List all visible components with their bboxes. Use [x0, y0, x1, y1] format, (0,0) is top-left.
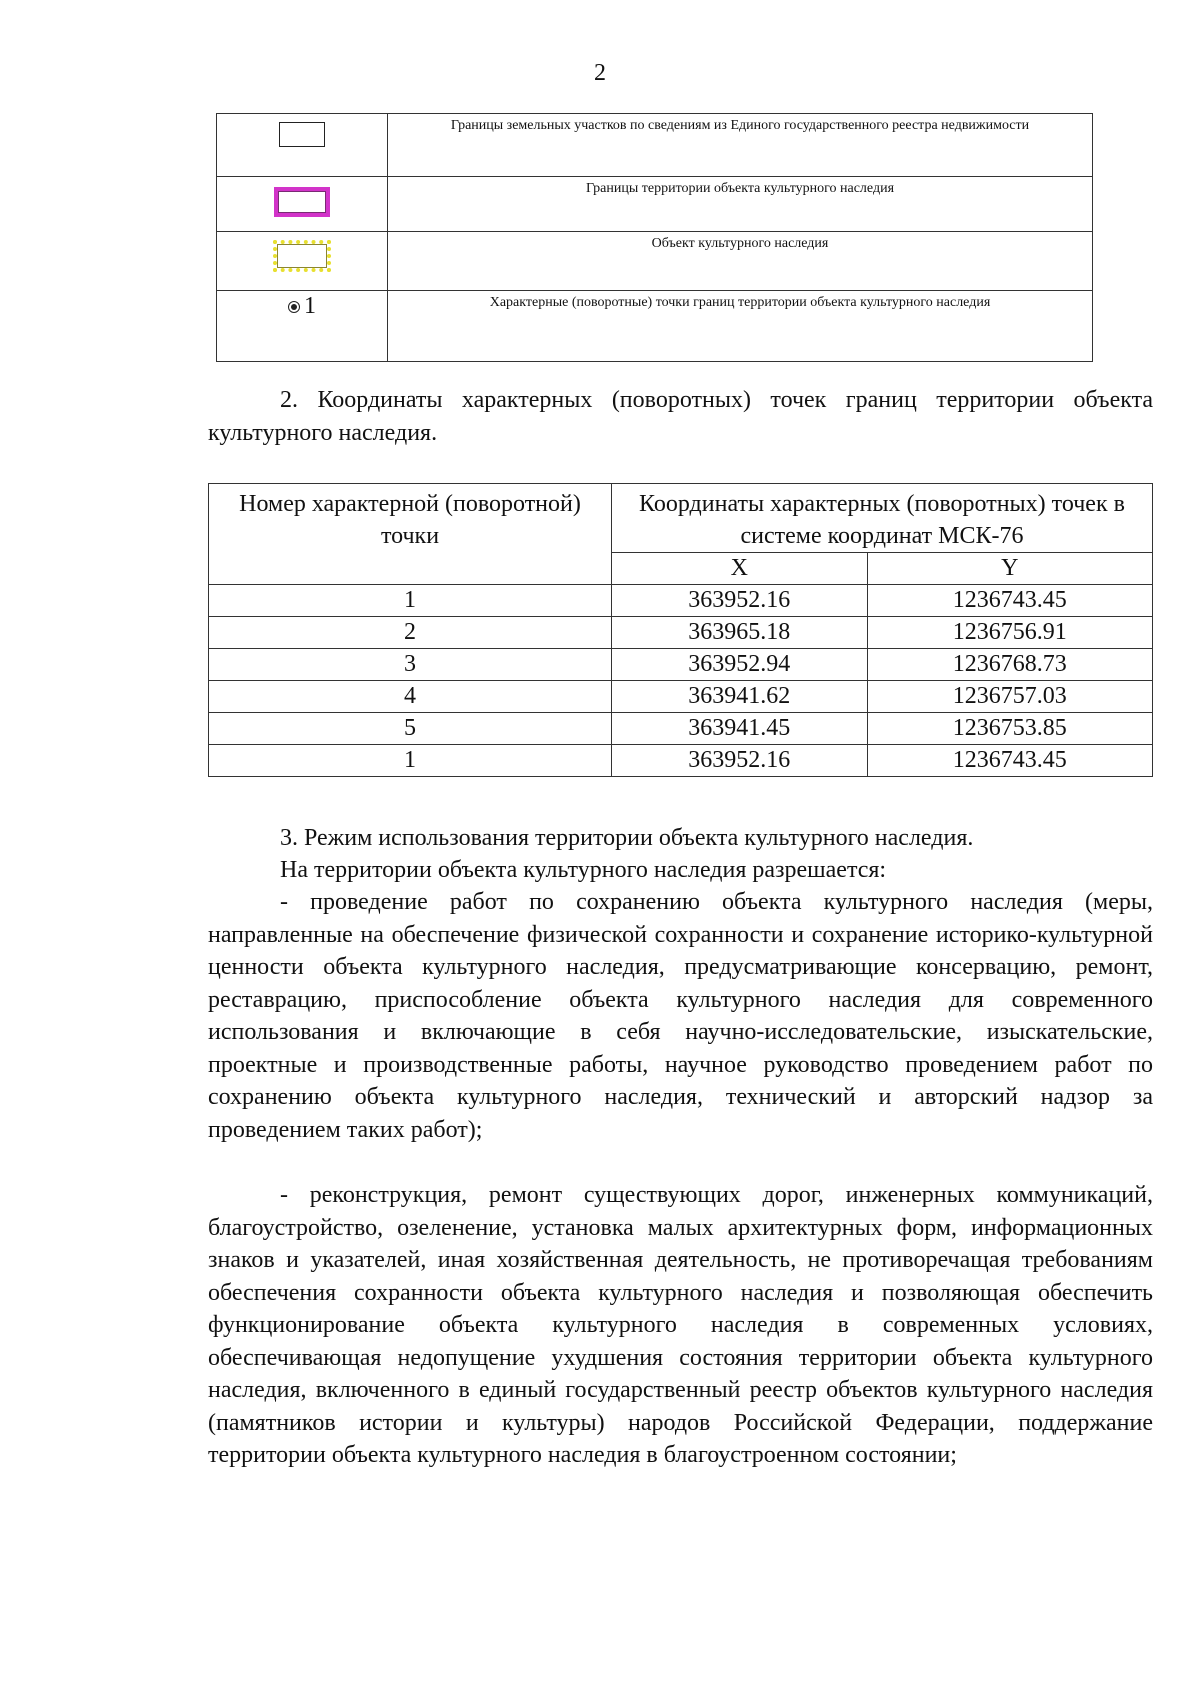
page-number: 2: [594, 60, 606, 86]
legend-table: [216, 113, 1093, 362]
legend-text: Границы территории объекта культурного наследия: [388, 177, 1093, 232]
table-row: [209, 585, 1153, 617]
col-x-header: X: [612, 553, 868, 585]
table-row: [209, 713, 1153, 745]
point-number: 4: [209, 681, 612, 713]
x-value: 363965.18: [612, 617, 868, 649]
table-row: [209, 745, 1153, 777]
point-number: 3: [209, 649, 612, 681]
legend-text: Границы земельных участков по сведениям из Единого государственного реестра недвижимости: [388, 114, 1093, 177]
x-value: 363941.45: [612, 713, 868, 745]
section2-heading: 2. Координаты характерных (поворотных) точек границ территории объекта культурного наследия.: [208, 387, 1153, 446]
y-value: 1236743.45: [867, 745, 1152, 777]
section3-item-1: - проведение работ по сохранению объекта культурного наследия (меры, направленные на обеспечение физической сохранности и сохранение историко-культурной ценности объекта культурного наследия, предусматривающие консервацию, ремонт, реставрацию, приспособление объекта культурного наследия для современного использования и включающие в себя научно-исследовательские, изыскательские, проектные и производственные работы, научное руководство проведением работ по сохранению объекта культурного наследия, технический и авторский надзор за проведением таких работ);: [208, 889, 1153, 1143]
turning-point-label: 1: [304, 293, 316, 319]
legend-text: Характерные (поворотные) точки границ территории объекта культурного наследия: [388, 291, 1093, 362]
legend-text: Объект культурного наследия: [388, 232, 1093, 291]
legend-row-heritage-object: [217, 232, 1093, 291]
y-value: 1236768.73: [867, 649, 1152, 681]
coordinates-table: [208, 483, 1153, 777]
section3-intro: На территории объекта культурного наследия разрешается:: [280, 857, 887, 883]
land-plot-boundary-icon: [279, 122, 325, 147]
table-row: [209, 617, 1153, 649]
heritage-territory-boundary-icon: [274, 187, 330, 217]
x-value: 363952.16: [612, 745, 868, 777]
y-value: 1236753.85: [867, 713, 1152, 745]
col-y-header: Y: [867, 553, 1152, 585]
x-value: 363941.62: [612, 681, 868, 713]
point-number: 5: [209, 713, 612, 745]
y-value: 1236757.03: [867, 681, 1152, 713]
point-number: 2: [209, 617, 612, 649]
y-value: 1236756.91: [867, 617, 1152, 649]
legend-row-heritage-territory: [217, 177, 1093, 232]
heritage-object-icon: [273, 240, 331, 272]
point-number: 1: [209, 585, 612, 617]
legend-row-land-plot: [217, 114, 1093, 177]
y-value: 1236743.45: [867, 585, 1152, 617]
legend-row-turning-point: [217, 291, 1093, 362]
section3-item-2: - реконструкция, ремонт существующих дорог, инженерных коммуникаций, благоустройство, озеленение, установка малых архитектурных форм, информационных знаков и указателей, иная хозяйственная деятельность, не противоречащая требованиям обеспечения сохранности объекта культурного наследия и позволяющая обеспечить функционирование объекта культурного наследия в современных условиях, обеспечивающая недопущение ухудшения состояния территории объекта культурного наследия, включенного в единый государственный реестр объектов культурного наследия (памятников истории и культуры) народов Российской Федерации, поддержание территории объекта культурного наследия в благоустроенном состоянии;: [208, 1182, 1153, 1468]
x-value: 363952.94: [612, 649, 868, 681]
col-point-header: Номер характерной (поворотной) точки: [209, 484, 612, 585]
col-coords-header: Координаты характерных (поворотных) точек в системе координат МСК-76: [612, 484, 1153, 553]
table-row: [209, 649, 1153, 681]
section3-heading: 3. Режим использования территории объекта культурного наследия.: [280, 825, 974, 851]
turning-point-icon: [288, 301, 300, 313]
point-number: 1: [209, 745, 612, 777]
table-row: [209, 681, 1153, 713]
x-value: 363952.16: [612, 585, 868, 617]
